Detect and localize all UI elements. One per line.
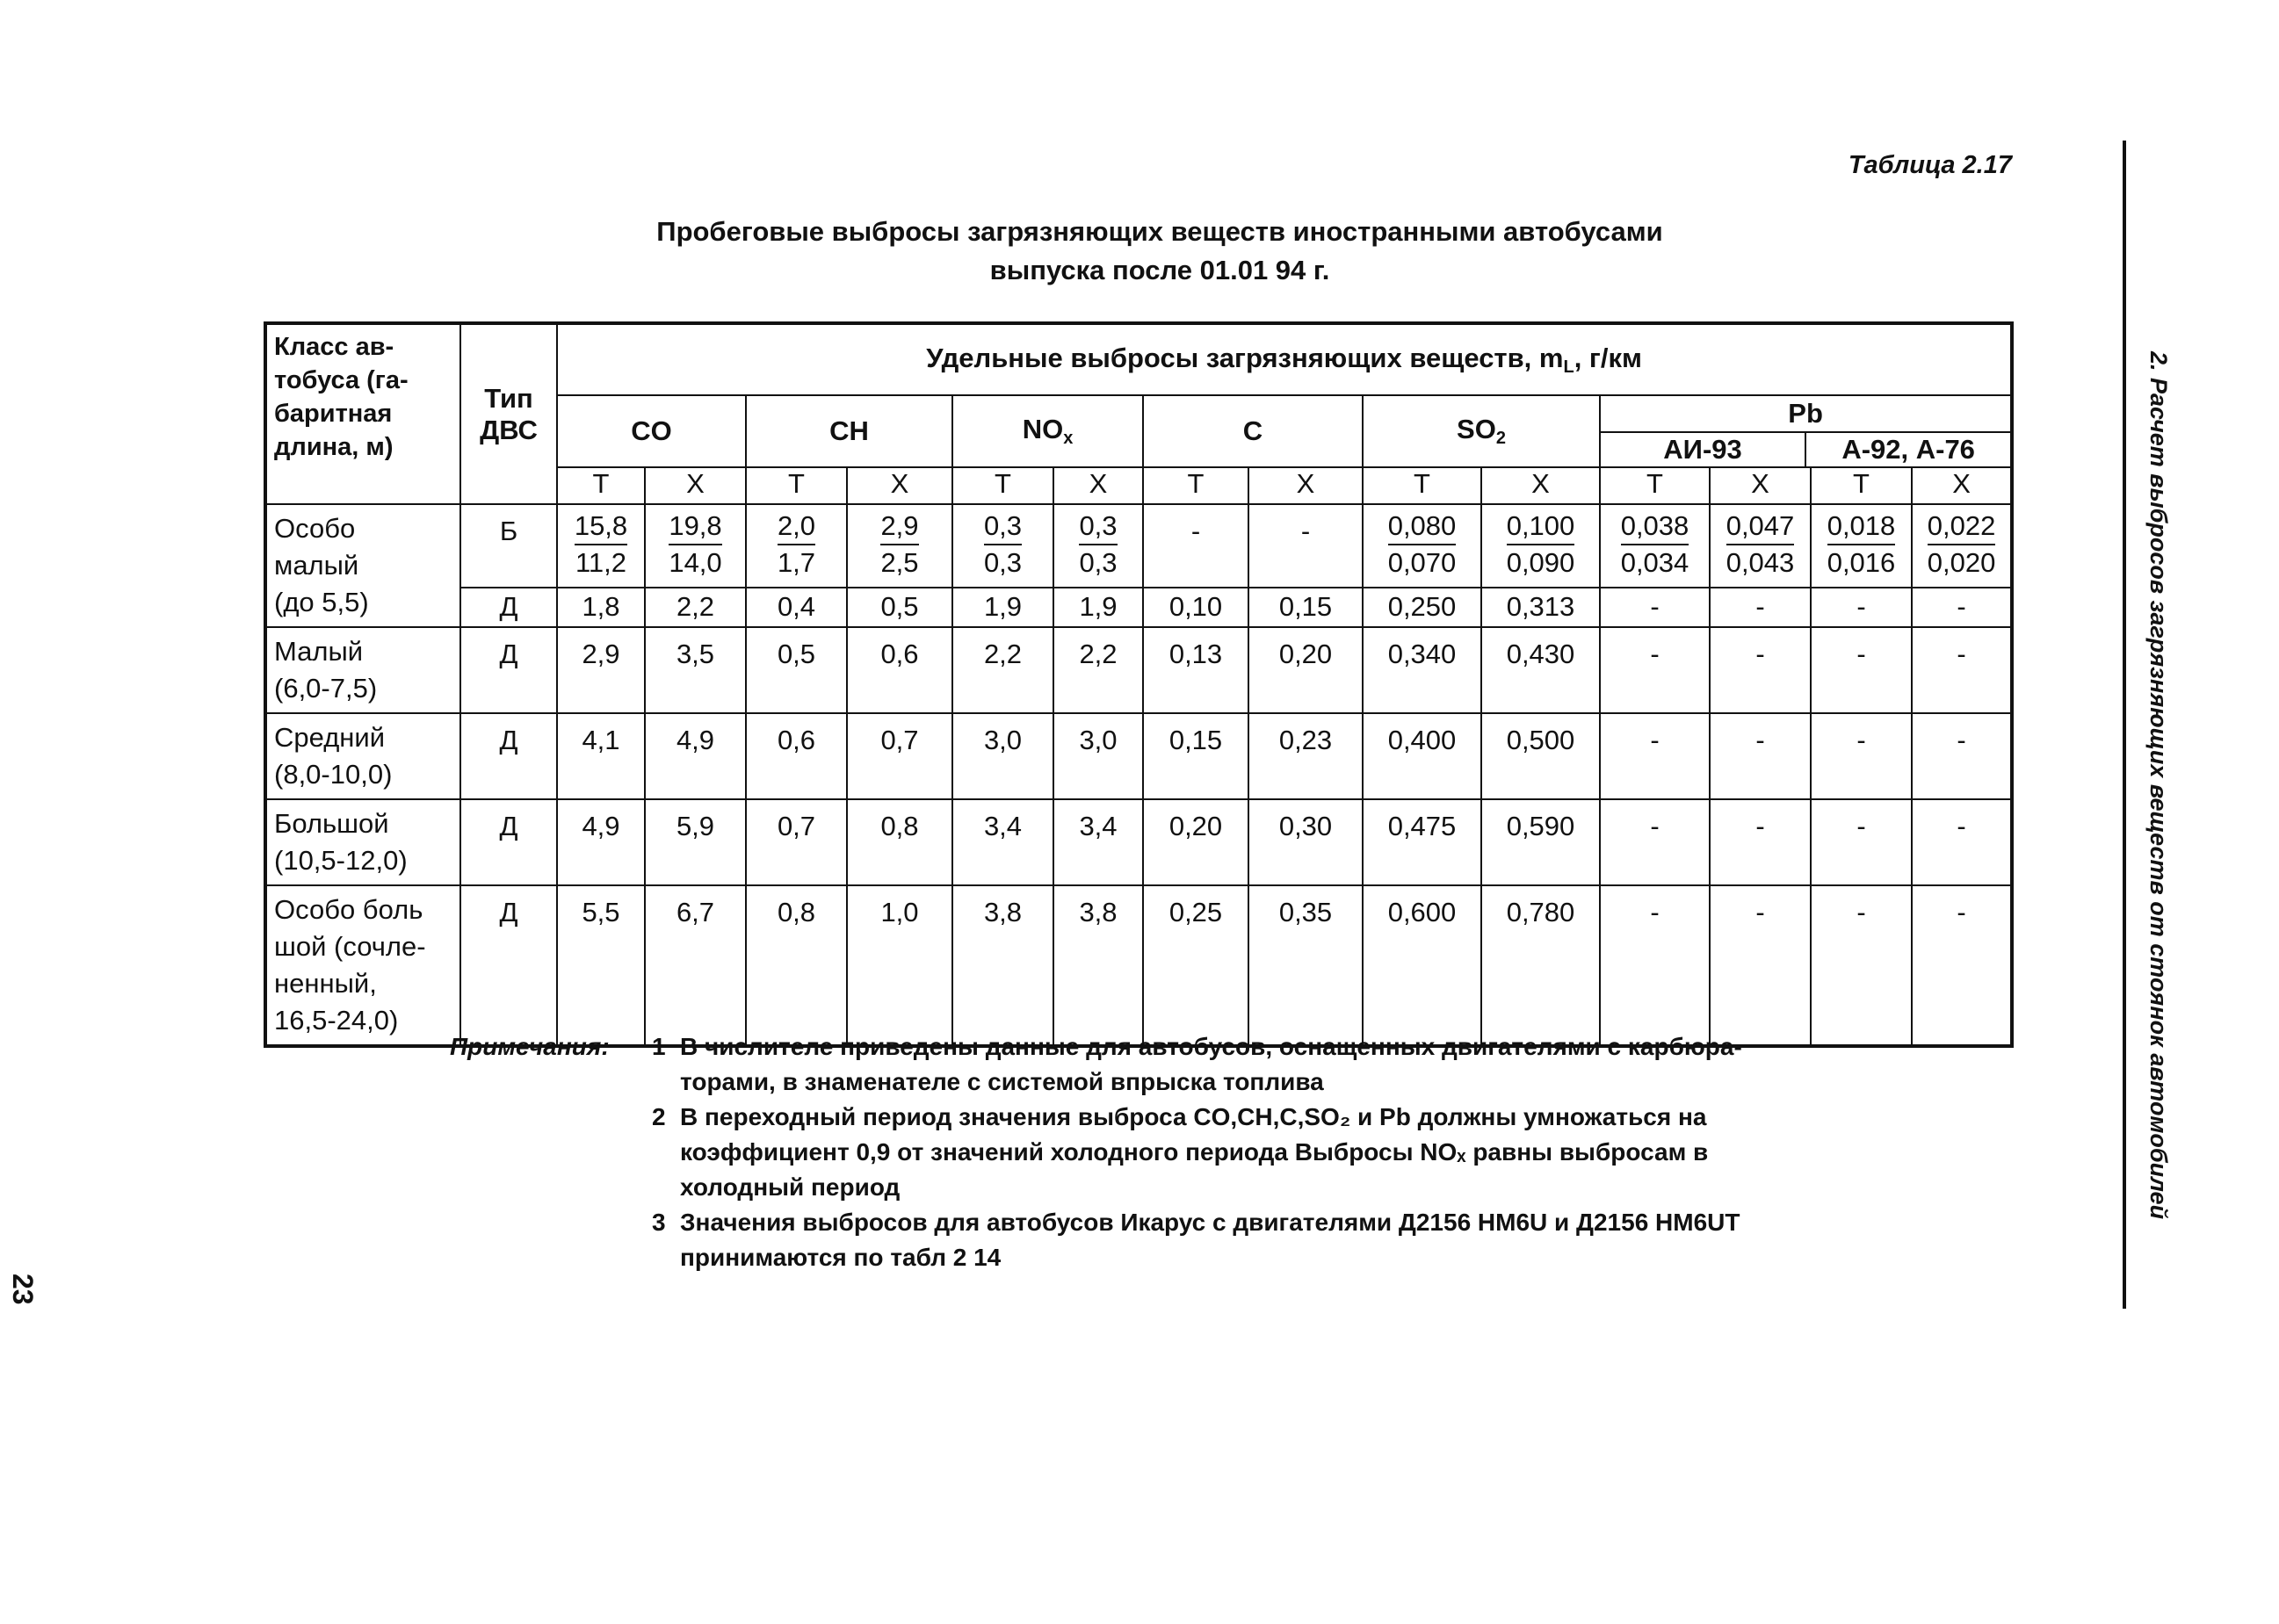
value-cell: 0,600 [1363, 885, 1481, 1046]
note-text: Значения выбросов для автобусов Икарус с двигателями Д2156 НМ6U и Д2156 НМ6UT принимаются по табл 2 14 [680, 1209, 1740, 1271]
value-cell: 0,7 [746, 799, 847, 885]
table-row [265, 885, 2012, 1046]
value-cell: 0,5 [746, 627, 847, 713]
value-cell: 0,10 [1143, 588, 1248, 627]
value-cell: 3,5 [645, 627, 746, 713]
table-title [422, 213, 1898, 290]
value-cell: 4,1 [557, 713, 645, 799]
engine-type: Б [460, 504, 557, 588]
notes-section [450, 1029, 1943, 1275]
pollutant-co: CO [557, 395, 746, 467]
value-cell: - [1710, 713, 1811, 799]
note-number: 1 [652, 1033, 666, 1060]
table-row [265, 799, 2012, 885]
engine-type: Д [460, 588, 557, 627]
value-cell: 0,250 [1363, 588, 1481, 627]
value-cell: 0,475 [1363, 799, 1481, 885]
value-cell: - [1811, 588, 1912, 627]
value-cell: - [1143, 504, 1248, 588]
value-cell: - [1811, 885, 1912, 1046]
value-cell: 4,9 [645, 713, 746, 799]
emissions-table [264, 321, 2014, 1048]
value-cell: 0,022 0,020 [1912, 504, 2012, 588]
value-cell: 0,15 [1143, 713, 1248, 799]
value-cell: 0,13 [1143, 627, 1248, 713]
value-cell: 0,018 0,016 [1811, 504, 1912, 588]
value-cell: - [1912, 885, 2012, 1046]
pollutant-pb: Pb АИ-93 А-92, А-76 [1600, 395, 2012, 467]
engine-type: Д [460, 799, 557, 885]
value-cell: 2,0 1,7 [746, 504, 847, 588]
value-cell: 0,35 [1248, 885, 1363, 1046]
notes-label: Примечания: [450, 1033, 610, 1060]
value-cell: 3,0 [952, 713, 1053, 799]
margin-rule [2123, 141, 2126, 1309]
table-number: Таблица 2.17 [1848, 151, 2012, 179]
value-cell: - [1811, 799, 1912, 885]
value-cell: 0,400 [1363, 713, 1481, 799]
bus-class-label: Средний (8,0-10,0) [265, 713, 460, 799]
value-cell: 5,5 [557, 885, 645, 1046]
bus-class-label: Большой (10,5-12,0) [265, 799, 460, 885]
value-cell: 0,590 [1481, 799, 1600, 885]
value-cell: 1,9 [1053, 588, 1143, 627]
value-cell: 2,9 [557, 627, 645, 713]
value-cell: 0,047 0,043 [1710, 504, 1811, 588]
pb-fuel-a92-a76: А-92, А-76 [1805, 433, 2010, 466]
table-row [265, 627, 2012, 713]
running-head: 2. Расчет выбросов загрязняющих веществ от стоянок автомобилей [2145, 351, 2172, 1220]
table-row [265, 504, 2012, 588]
value-cell: 2,2 [952, 627, 1053, 713]
engine-type: Д [460, 627, 557, 713]
bus-class-label: Особо малый (до 5,5) [265, 504, 460, 627]
value-cell: - [1811, 627, 1912, 713]
period-header-row: Т Х Т Х Т Х Т Х Т Х Т Х Т Х [265, 467, 2012, 504]
engine-type-header: Тип ДВС [460, 323, 557, 504]
value-cell: 0,6 [847, 627, 952, 713]
note-number: 3 [652, 1209, 666, 1236]
value-cell: 0,340 [1363, 627, 1481, 713]
value-cell: 3,4 [952, 799, 1053, 885]
emissions-group-header: Удельные выбросы загрязняющих веществ, $m_L$, г/км [557, 323, 2012, 395]
value-cell: - [1912, 588, 2012, 627]
value-cell: 0,25 [1143, 885, 1248, 1046]
value-cell: - [1811, 713, 1912, 799]
pb-fuel-ai93: АИ-93 [1663, 434, 1742, 465]
value-cell: 0,3 0,3 [952, 504, 1053, 588]
value-cell: - [1600, 713, 1710, 799]
value-cell: 0,20 [1143, 799, 1248, 885]
value-cell: - [1600, 799, 1710, 885]
value-cell: 2,2 [645, 588, 746, 627]
value-cell: - [1248, 504, 1363, 588]
bus-class-label: Малый (6,0-7,5) [265, 627, 460, 713]
value-cell: - [1912, 627, 2012, 713]
engine-type: Д [460, 713, 557, 799]
value-cell: 2,2 [1053, 627, 1143, 713]
value-cell: 5,9 [645, 799, 746, 885]
value-cell: 6,7 [645, 885, 746, 1046]
value-cell: - [1710, 627, 1811, 713]
value-cell: 0,5 [847, 588, 952, 627]
note-text: В числителе приведены данные для автобусов, оснащенных двигателями с карбюра- торами, в знаменателе с системой впрыска топлива [680, 1033, 1742, 1095]
value-cell: 0,15 [1248, 588, 1363, 627]
value-cell: - [1710, 588, 1811, 627]
value-cell: 1,0 [847, 885, 952, 1046]
value-cell: 0,3 0,3 [1053, 504, 1143, 588]
value-cell: 0,7 [847, 713, 952, 799]
value-cell: 0,038 0,034 [1600, 504, 1710, 588]
page-number: 23 [7, 1274, 39, 1305]
value-cell: 19,8 14,0 [645, 504, 746, 588]
value-cell: 2,9 2,5 [847, 504, 952, 588]
value-cell: 1,9 [952, 588, 1053, 627]
value-cell: 15,8 11,2 [557, 504, 645, 588]
value-cell: 0,4 [746, 588, 847, 627]
value-cell: 0,100 0,090 [1481, 504, 1600, 588]
bus-class-label: Особо боль шой (сочле- ненный, 16,5-24,0) [265, 885, 460, 1046]
value-cell: 0,30 [1248, 799, 1363, 885]
table-row [265, 588, 2012, 627]
value-cell: 3,8 [1053, 885, 1143, 1046]
value-cell: - [1600, 627, 1710, 713]
pollutant-so2: $SO_2$ [1363, 395, 1600, 467]
table-title-line-2: выпуска после 01.01 94 г. [989, 255, 1330, 285]
value-cell: 0,8 [847, 799, 952, 885]
value-cell: 0,6 [746, 713, 847, 799]
value-cell: - [1600, 885, 1710, 1046]
value-cell: - [1912, 799, 2012, 885]
value-cell: 0,080 0,070 [1363, 504, 1481, 588]
note-number: 2 [652, 1103, 666, 1130]
table-row [265, 713, 2012, 799]
value-cell: 3,8 [952, 885, 1053, 1046]
table-title-line-1: Пробеговые выбросы загрязняющих веществ иностранными автобусами [656, 216, 1663, 247]
pollutant-nox: $NO_x$ [952, 395, 1143, 467]
note-text: В переходный период значения выброса CO,CH,C,SO₂ и Pb должны умножаться на коэффициент 0,9 от значений холодного периода Выбросы NOₓ равны выбросам в холодный период [680, 1103, 1709, 1201]
value-cell: - [1912, 713, 2012, 799]
value-cell: 3,0 [1053, 713, 1143, 799]
value-cell: 0,8 [746, 885, 847, 1046]
value-cell: - [1710, 799, 1811, 885]
value-cell: 0,20 [1248, 627, 1363, 713]
value-cell: 4,9 [557, 799, 645, 885]
value-cell: 0,430 [1481, 627, 1600, 713]
value-cell: 1,8 [557, 588, 645, 627]
engine-type: Д [460, 885, 557, 1046]
pollutant-c: C [1143, 395, 1363, 467]
value-cell: 3,4 [1053, 799, 1143, 885]
value-cell: 0,780 [1481, 885, 1600, 1046]
value-cell: - [1710, 885, 1811, 1046]
value-cell: 0,23 [1248, 713, 1363, 799]
pollutant-ch: CH [746, 395, 952, 467]
value-cell: 0,313 [1481, 588, 1600, 627]
class-header: Класс ав- тобуса (га- баритная длина, м) [265, 323, 460, 504]
value-cell: - [1600, 588, 1710, 627]
value-cell: 0,500 [1481, 713, 1600, 799]
